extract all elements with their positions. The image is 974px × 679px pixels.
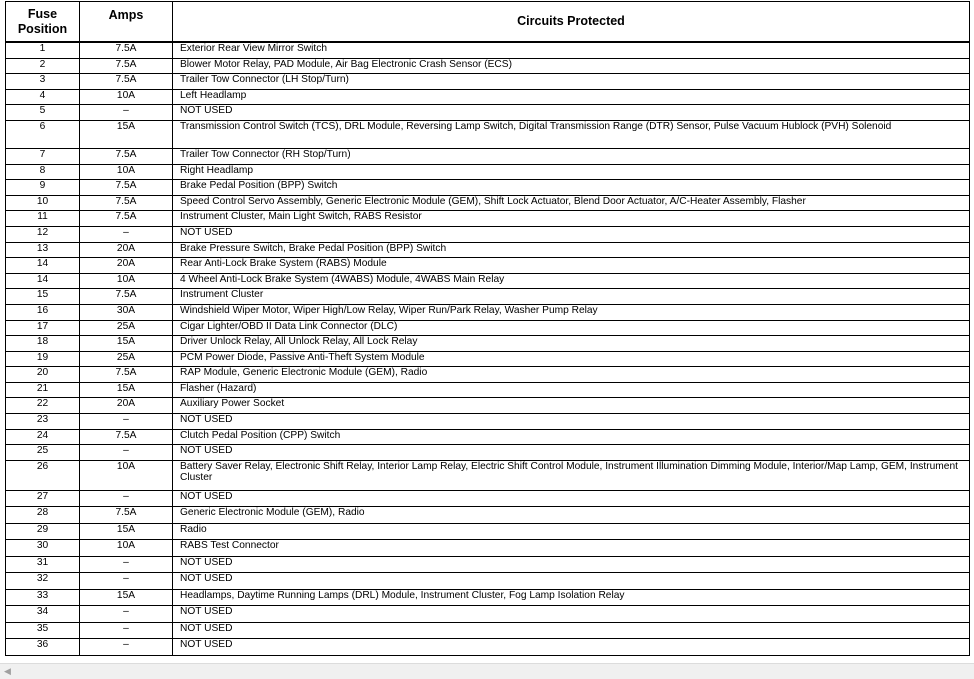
circuits-cell: Speed Control Servo Assembly, Generic Electronic Module (GEM), Shift Lock Actuator, Blend Door Actuator, A/C-Heater Assembly, Flasher: [173, 195, 970, 211]
table-row: [6, 367, 970, 383]
fuse-position-cell: 4: [6, 89, 80, 105]
circuits-cell: RAP Module, Generic Electronic Module (GEM), Radio: [173, 367, 970, 383]
amps-cell: 7.5A: [80, 180, 173, 196]
table-row: [6, 398, 970, 414]
fuse-position-cell: 17: [6, 320, 80, 336]
fuse-table-container: [5, 1, 969, 656]
table-row: [6, 148, 970, 164]
circuits-cell: 4 Wheel Anti-Lock Brake System (4WABS) Module, 4WABS Main Relay: [173, 273, 970, 289]
circuits-cell: Brake Pressure Switch, Brake Pedal Position (BPP) Switch: [173, 242, 970, 258]
circuits-cell: Brake Pedal Position (BPP) Switch: [173, 180, 970, 196]
fuse-position-cell: 25: [6, 445, 80, 461]
fuse-position-cell: 2: [6, 58, 80, 74]
circuits-cell: Instrument Cluster: [173, 289, 970, 305]
fuse-position-cell: 10: [6, 195, 80, 211]
amps-cell: 7.5A: [80, 367, 173, 383]
fuse-position-cell: 31: [6, 556, 80, 573]
circuits-cell: Exterior Rear View Mirror Switch: [173, 42, 970, 58]
fuse-position-cell: 20: [6, 367, 80, 383]
horizontal-scrollbar[interactable]: [0, 663, 974, 679]
circuits-cell: Transmission Control Switch (TCS), DRL Module, Reversing Lamp Switch, Digital Transmission Range (DTR) Sensor, Pulse Vacuum Hublock (PVH) Solenoid: [173, 120, 970, 148]
table-row: [6, 289, 970, 305]
table-row: [6, 273, 970, 289]
fuse-position-cell: 18: [6, 336, 80, 352]
table-row: [6, 226, 970, 242]
table-row: [6, 351, 970, 367]
table-row: [6, 445, 970, 461]
fuse-position-cell: 36: [6, 639, 80, 656]
circuits-cell: Auxiliary Power Socket: [173, 398, 970, 414]
table-row: [6, 320, 970, 336]
circuits-cell: NOT USED: [173, 622, 970, 639]
amps-cell: –: [80, 445, 173, 461]
circuits-cell: PCM Power Diode, Passive Anti-Theft System Module: [173, 351, 970, 367]
circuits-cell: Trailer Tow Connector (LH Stop/Turn): [173, 74, 970, 90]
fuse-position-cell: 8: [6, 164, 80, 180]
circuits-cell: NOT USED: [173, 445, 970, 461]
amps-cell: –: [80, 606, 173, 623]
table-row: [6, 573, 970, 590]
table-row: [6, 304, 970, 320]
circuits-cell: Headlamps, Daytime Running Lamps (DRL) Module, Instrument Cluster, Fog Lamp Isolation Relay: [173, 589, 970, 606]
table-row: [6, 490, 970, 507]
amps-cell: 20A: [80, 398, 173, 414]
circuits-cell: NOT USED: [173, 226, 970, 242]
circuits-cell: Right Headlamp: [173, 164, 970, 180]
table-row: [6, 195, 970, 211]
amps-cell: 7.5A: [80, 42, 173, 58]
fuse-position-cell: 12: [6, 226, 80, 242]
fuse-position-cell: 14: [6, 258, 80, 274]
amps-cell: –: [80, 490, 173, 507]
table-row: [6, 211, 970, 227]
amps-cell: 20A: [80, 258, 173, 274]
fuse-table: [5, 1, 970, 656]
amps-cell: 7.5A: [80, 195, 173, 211]
header-circuits-protected: Circuits Protected: [173, 2, 970, 43]
table-row: [6, 120, 970, 148]
amps-cell: 7.5A: [80, 148, 173, 164]
circuits-cell: Radio: [173, 523, 970, 540]
amps-cell: 10A: [80, 273, 173, 289]
amps-cell: 10A: [80, 164, 173, 180]
amps-cell: –: [80, 414, 173, 430]
table-row: [6, 622, 970, 639]
circuits-cell: NOT USED: [173, 490, 970, 507]
table-row: [6, 105, 970, 121]
amps-cell: 15A: [80, 120, 173, 148]
table-row: [6, 429, 970, 445]
amps-cell: 15A: [80, 382, 173, 398]
table-row: [6, 258, 970, 274]
table-header-row: [6, 2, 970, 43]
scroll-left-arrow-icon[interactable]: ◀: [4, 666, 11, 676]
table-row: [6, 58, 970, 74]
circuits-cell: NOT USED: [173, 606, 970, 623]
circuits-cell: Blower Motor Relay, PAD Module, Air Bag Electronic Crash Sensor (ECS): [173, 58, 970, 74]
amps-cell: 7.5A: [80, 211, 173, 227]
circuits-cell: Windshield Wiper Motor, Wiper High/Low Relay, Wiper Run/Park Relay, Washer Pump Relay: [173, 304, 970, 320]
fuse-position-cell: 27: [6, 490, 80, 507]
circuits-cell: Driver Unlock Relay, All Unlock Relay, All Lock Relay: [173, 336, 970, 352]
fuse-position-cell: 33: [6, 589, 80, 606]
fuse-position-cell: 14: [6, 273, 80, 289]
amps-cell: 7.5A: [80, 74, 173, 90]
fuse-position-cell: 3: [6, 74, 80, 90]
circuits-cell: Generic Electronic Module (GEM), Radio: [173, 507, 970, 524]
amps-cell: –: [80, 105, 173, 121]
fuse-position-cell: 9: [6, 180, 80, 196]
circuits-cell: Rear Anti-Lock Brake System (RABS) Module: [173, 258, 970, 274]
circuits-cell: NOT USED: [173, 556, 970, 573]
circuits-cell: Flasher (Hazard): [173, 382, 970, 398]
table-row: [6, 42, 970, 58]
amps-cell: 10A: [80, 89, 173, 105]
amps-cell: 10A: [80, 540, 173, 557]
fuse-position-cell: 21: [6, 382, 80, 398]
fuse-position-cell: 28: [6, 507, 80, 524]
amps-cell: –: [80, 573, 173, 590]
amps-cell: 15A: [80, 589, 173, 606]
table-row: [6, 523, 970, 540]
fuse-position-cell: 26: [6, 460, 80, 490]
fuse-position-cell: 32: [6, 573, 80, 590]
fuse-position-cell: 5: [6, 105, 80, 121]
fuse-position-cell: 7: [6, 148, 80, 164]
table-row: [6, 164, 970, 180]
circuits-cell: Trailer Tow Connector (RH Stop/Turn): [173, 148, 970, 164]
fuse-position-cell: 30: [6, 540, 80, 557]
header-amps: Amps: [80, 2, 173, 43]
amps-cell: 25A: [80, 320, 173, 336]
amps-cell: 25A: [80, 351, 173, 367]
fuse-position-cell: 23: [6, 414, 80, 430]
amps-cell: 7.5A: [80, 507, 173, 524]
amps-cell: 7.5A: [80, 429, 173, 445]
table-row: [6, 460, 970, 490]
fuse-position-cell: 34: [6, 606, 80, 623]
circuits-cell: Instrument Cluster, Main Light Switch, RABS Resistor: [173, 211, 970, 227]
amps-cell: 7.5A: [80, 58, 173, 74]
fuse-table-body: [6, 42, 970, 655]
amps-cell: 20A: [80, 242, 173, 258]
amps-cell: 15A: [80, 523, 173, 540]
fuse-position-cell: 29: [6, 523, 80, 540]
table-row: [6, 242, 970, 258]
table-row: [6, 74, 970, 90]
amps-cell: –: [80, 622, 173, 639]
header-fuse-position: Fuse Position: [6, 2, 80, 43]
circuits-cell: NOT USED: [173, 639, 970, 656]
table-row: [6, 540, 970, 557]
table-row: [6, 180, 970, 196]
fuse-position-cell: 22: [6, 398, 80, 414]
table-row: [6, 606, 970, 623]
fuse-position-cell: 19: [6, 351, 80, 367]
table-row: [6, 639, 970, 656]
amps-cell: 7.5A: [80, 289, 173, 305]
fuse-position-cell: 13: [6, 242, 80, 258]
amps-cell: 10A: [80, 460, 173, 490]
table-row: [6, 589, 970, 606]
fuse-position-cell: 16: [6, 304, 80, 320]
circuits-cell: Battery Saver Relay, Electronic Shift Relay, Interior Lamp Relay, Electric Shift Control Module, Instrument Illumination Dimming Module, Interior/Map Lamp, GEM, Instrument Cluster: [173, 460, 970, 490]
amps-cell: 30A: [80, 304, 173, 320]
amps-cell: –: [80, 556, 173, 573]
amps-cell: –: [80, 639, 173, 656]
fuse-position-cell: 11: [6, 211, 80, 227]
circuits-cell: RABS Test Connector: [173, 540, 970, 557]
table-row: [6, 414, 970, 430]
amps-cell: 15A: [80, 336, 173, 352]
table-row: [6, 507, 970, 524]
table-row: [6, 89, 970, 105]
circuits-cell: NOT USED: [173, 414, 970, 430]
fuse-position-cell: 15: [6, 289, 80, 305]
circuits-cell: Clutch Pedal Position (CPP) Switch: [173, 429, 970, 445]
table-row: [6, 336, 970, 352]
fuse-position-cell: 1: [6, 42, 80, 58]
amps-cell: –: [80, 226, 173, 242]
table-row: [6, 382, 970, 398]
fuse-position-cell: 24: [6, 429, 80, 445]
fuse-position-cell: 6: [6, 120, 80, 148]
circuits-cell: Cigar Lighter/OBD II Data Link Connector (DLC): [173, 320, 970, 336]
table-row: [6, 556, 970, 573]
circuits-cell: NOT USED: [173, 105, 970, 121]
circuits-cell: NOT USED: [173, 573, 970, 590]
circuits-cell: Left Headlamp: [173, 89, 970, 105]
fuse-position-cell: 35: [6, 622, 80, 639]
